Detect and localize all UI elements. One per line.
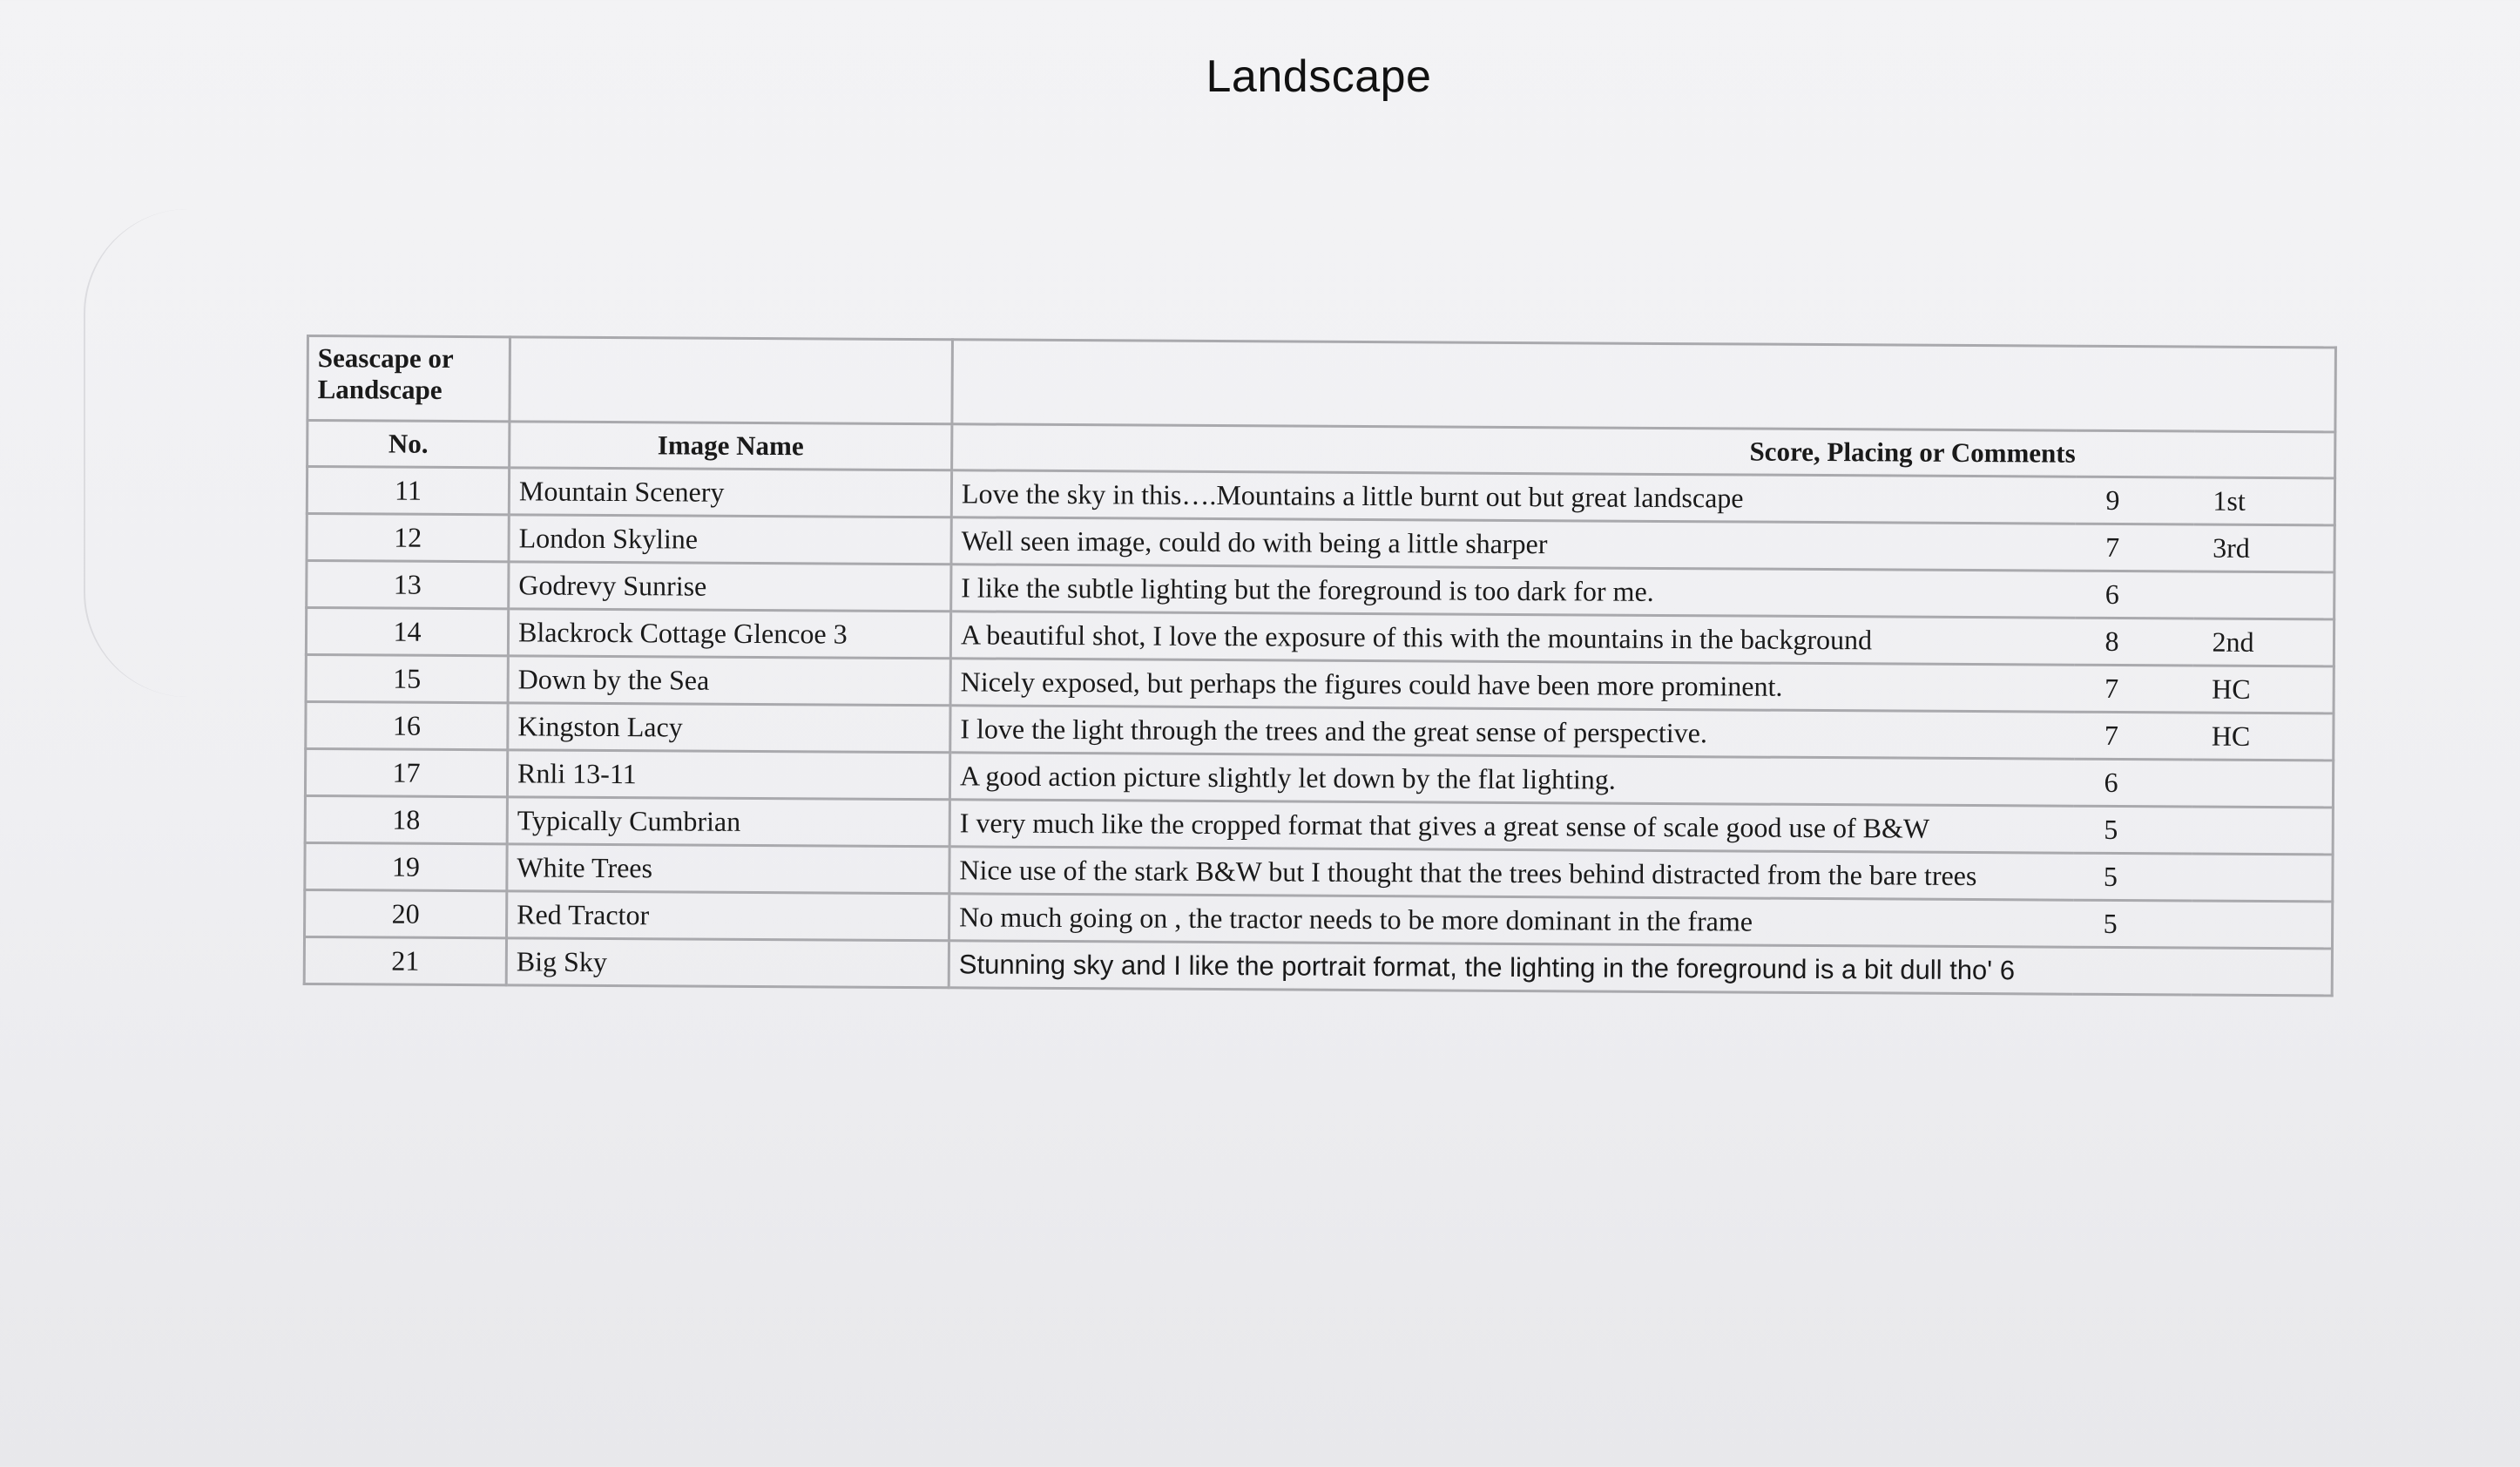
placing bbox=[2193, 571, 2334, 619]
image-name: Typically Cumbrian bbox=[507, 797, 949, 847]
judge-comment: I love the light through the trees and the great sense of perspective. bbox=[950, 706, 2074, 759]
column-header-no: No. bbox=[307, 421, 510, 468]
column-header-spacer bbox=[2076, 430, 2194, 477]
entry-number: 21 bbox=[304, 936, 506, 984]
entry-number: 11 bbox=[307, 467, 509, 515]
column-header-comments: Score, Placing or Comments bbox=[952, 424, 2076, 477]
image-name: White Trees bbox=[507, 844, 949, 894]
placing: 2nd bbox=[2192, 619, 2334, 666]
header-blank-cell bbox=[2194, 347, 2336, 432]
entry-number: 19 bbox=[305, 842, 507, 890]
score: 6 bbox=[2073, 759, 2192, 807]
image-name: Blackrock Cottage Glencoe 3 bbox=[508, 609, 950, 659]
table-header-group-row bbox=[307, 336, 2336, 432]
image-name: Godrevy Sunrise bbox=[509, 562, 951, 612]
entry-number: 13 bbox=[307, 561, 509, 609]
entry-number: 16 bbox=[306, 702, 508, 750]
column-header-spacer bbox=[2194, 431, 2335, 478]
entry-number: 12 bbox=[307, 514, 509, 562]
entry-number: 15 bbox=[306, 655, 508, 703]
score: 7 bbox=[2074, 665, 2192, 713]
page-title: Landscape bbox=[1206, 51, 1432, 102]
entry-number: 18 bbox=[305, 795, 507, 843]
score: 6 bbox=[2075, 571, 2193, 619]
placing bbox=[2191, 948, 2332, 996]
judge-comment: A beautiful shot, I love the exposure of this with the mountains in the background bbox=[950, 612, 2074, 665]
score: 8 bbox=[2074, 618, 2192, 666]
score: 9 bbox=[2075, 477, 2193, 524]
judge-comment: I like the subtle lighting but the foreground is too dark for me. bbox=[951, 564, 2075, 618]
header-blank-cell bbox=[510, 337, 953, 424]
judge-comment: Love the sky in this….Mountains a little burnt out but great landscape bbox=[951, 470, 2075, 524]
score: 5 bbox=[2072, 900, 2191, 948]
image-name: Down by the Sea bbox=[508, 656, 950, 706]
header-blank-cell bbox=[2076, 346, 2195, 431]
placing: HC bbox=[2192, 666, 2334, 713]
entry-number: 14 bbox=[306, 608, 508, 656]
image-name: Kingston Lacy bbox=[508, 703, 950, 753]
group-header-cell: Seascape or Landscape bbox=[307, 336, 510, 422]
image-name: Rnli 13-11 bbox=[507, 750, 949, 800]
results-table-container bbox=[303, 335, 2334, 997]
image-name: Big Sky bbox=[506, 938, 949, 988]
entry-number: 17 bbox=[305, 749, 507, 797]
image-name: Mountain Scenery bbox=[509, 468, 951, 517]
score: 7 bbox=[2074, 712, 2192, 760]
image-name: London Skyline bbox=[509, 515, 951, 564]
placing: 3rd bbox=[2193, 524, 2334, 572]
score: 5 bbox=[2073, 806, 2192, 854]
judge-comment: No much going on , the tractor needs to be more dominant in the frame bbox=[949, 894, 2073, 947]
paper-edge-mark bbox=[84, 209, 190, 697]
placing bbox=[2192, 760, 2333, 808]
score: 5 bbox=[2073, 853, 2192, 901]
judge-comment: Well seen image, could do with being a little sharper bbox=[951, 517, 2075, 571]
judge-comment: Stunning sky and I like the portrait format, the lighting in the foreground is a bit dull tho' 6 bbox=[949, 941, 2072, 994]
judge-comment: A good action picture slightly let down by the flat lighting. bbox=[949, 753, 2073, 806]
placing bbox=[2192, 854, 2333, 902]
score: 7 bbox=[2075, 524, 2193, 571]
placing: 1st bbox=[2193, 477, 2334, 525]
header-blank-cell bbox=[952, 340, 2077, 430]
entry-number: 20 bbox=[305, 889, 507, 937]
placing bbox=[2191, 901, 2332, 949]
placing: HC bbox=[2192, 713, 2334, 761]
placing bbox=[2192, 807, 2333, 855]
image-name: Red Tractor bbox=[507, 891, 949, 941]
judge-comment: I very much like the cropped format that gives a great sense of scale good use of B&W bbox=[949, 800, 2073, 853]
column-header-image-name: Image Name bbox=[510, 422, 952, 470]
judge-comment: Nicely exposed, but perhaps the figures could have been more prominent. bbox=[950, 659, 2074, 712]
score bbox=[2072, 947, 2191, 995]
judge-comment: Nice use of the stark B&W but I thought that the trees behind distracted from the bare trees bbox=[949, 847, 2073, 900]
results-table bbox=[303, 335, 2337, 997]
